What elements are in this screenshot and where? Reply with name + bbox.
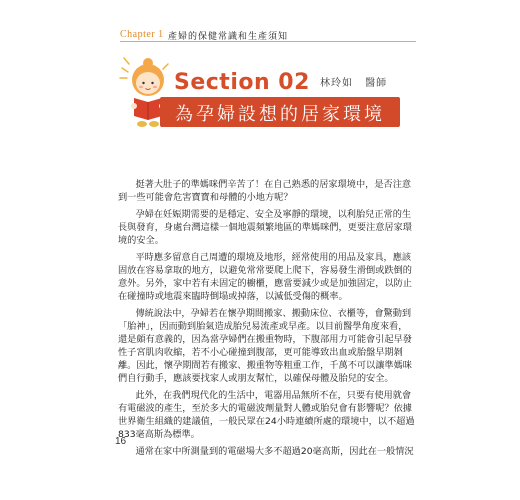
chapter-title: 產婦的保健常識和生產須知 (168, 32, 289, 42)
paragraph: 平時應多留意自己周遭的環境及地形，經常使用的用品及家具，應該固放在容易拿取的地方，以避免常常要爬上爬下，容易發生滑倒或跌倒的意外。另外，家中若有未固定的櫥櫃，應當要減少或是加強固定，以防止在碰撞時或地震來臨時倒塌或掉落，以減低受傷的概率。 (118, 252, 412, 302)
page-number: 16 (115, 436, 127, 447)
paragraph: 孕婦在妊娠期需要的是穩定、安全及寧靜的環境，以利胎兒正常的生長與發育，身處台灣這樣一個地震頻繁地區的準媽咪們，更要注意居家環境的安全。 (118, 209, 412, 246)
section-title: 為孕婦設想的居家環境 (175, 104, 385, 125)
body-text (118, 178, 416, 462)
header-rule (120, 41, 416, 42)
paragraph: 此外，在我們現代化的生活中，電器用品無所不在，只要有使用就會有電磁波的產生，至於多大的電磁波劑量對人體或胎兒會有影響呢？依據世界衛生組織的建議值，一般民眾在24小時連續所處的環境中，以不超過833毫高斯為標準。 (118, 390, 415, 440)
paragraph: 傳統說法中，孕婦若在懷孕期間搬家、搬動床位、衣櫃等，會驚動到「胎神」，因而動到胎氣造成胎兒易流產或早產。以目前醫學角度來看，還是頗有意義的，因為當孕婦們在搬重物時，下腹部用力可能會引起早發性子宮肌肉收縮，若不小心碰撞到腹部，更可能導致出血或胎盤早期剝離。因此，懷孕期間若有搬家、搬重物等粗重工作，千萬不可以讓準媽咪們自行動手，應該要找家人或朋友幫忙，以確保母體及胎兒的安全。 (118, 308, 412, 384)
paragraph: 挺著大肚子的準媽咪們辛苦了！在自己熟悉的居家環境中，是否注意到一些可能會危害寶寶和母體的小地方呢？ (118, 179, 412, 203)
title-banner (160, 97, 400, 127)
chapter-label: Chapter 1 (120, 29, 164, 40)
paragraph: 通常在家中所測量到的電磁場大多不超過20毫高斯，因此在一般情況 (135, 446, 414, 457)
author-name: 林玲如 醫師 (320, 78, 388, 89)
page-header (0, 0, 520, 42)
section-label: Section 02 (174, 70, 310, 95)
